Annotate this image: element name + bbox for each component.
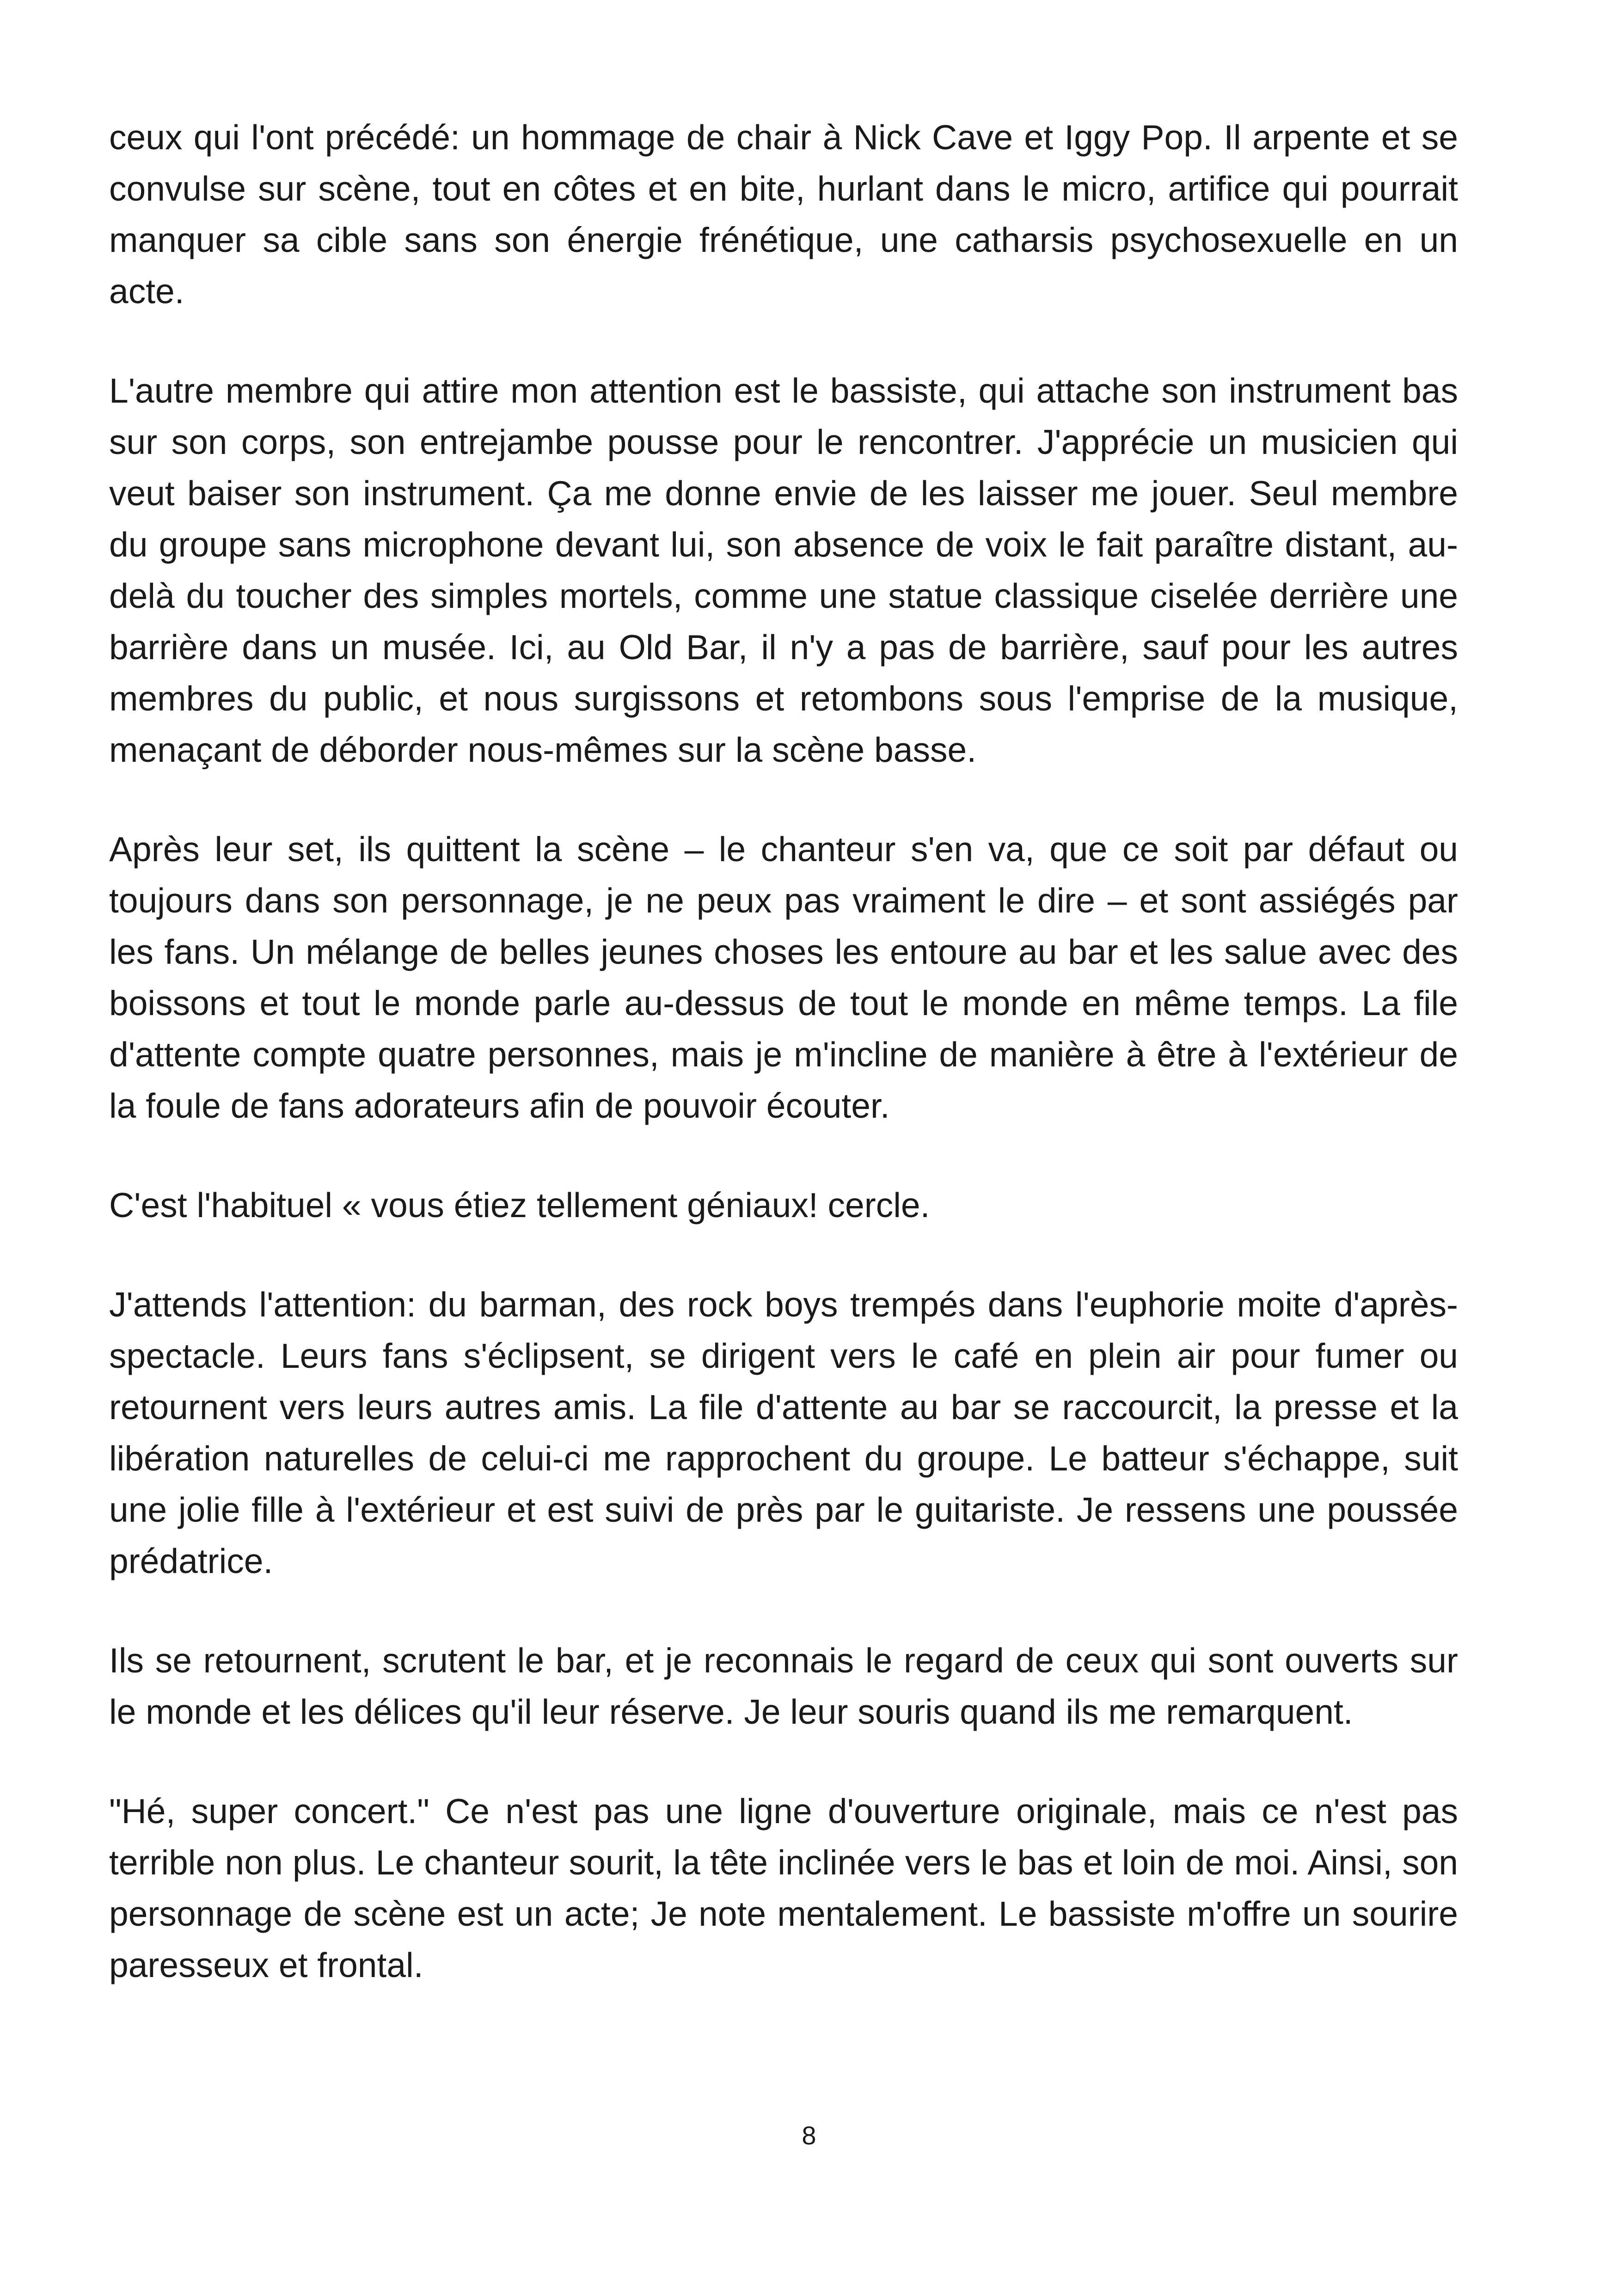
page-number: 8 <box>802 2121 816 2150</box>
body-text <box>109 112 1458 1991</box>
paragraph-1: ceux qui l'ont précédé: un hommage de chair à Nick Cave et Iggy Pop. Il arpente et se convulse sur scène, tout en côtes et en bite, hurlant dans le micro, artifice qui pourrait manquer sa cible sans son énergie frénétique, une catharsis psychosexuelle en un acte. <box>109 118 1458 311</box>
paragraph-4: C'est l'habituel « vous étiez tellement géniaux! cercle. <box>109 1186 930 1225</box>
paragraph-2: L'autre membre qui attire mon attention est le bassiste, qui attache son instrument bas sur son corps, son entrejambe pousse pour le rencontrer. J'apprécie un musicien qui veut baiser son instrument. Ça me donne envie de les laisser me jouer. Seul membre du groupe sans microphone devant lui, son absence de voix le fait paraître distant, au-delà du toucher des simples mortels, comme une statue classique ciselée derrière une barrière dans un musée. Ici, au Old Bar, il n'y a pas de barrière, sauf pour les autres membres du public, et nous surgissons et retombons sous l'emprise de la musique, menaçant de déborder nous-mêmes sur la scène basse. <box>109 371 1458 769</box>
paragraph-7: "Hé, super concert." Ce n'est pas une ligne d'ouverture originale, mais ce n'est pas terrible non plus. Le chanteur sourit, la tête inclinée vers le bas et loin de moi. Ainsi, son personnage de scène est un acte; Je note mentalement. Le bassiste m'offre un sourire paresseux et frontal. <box>109 1792 1458 1984</box>
paragraph-3: Après leur set, ils quittent la scène – le chanteur s'en va, que ce soit par défaut ou toujours dans son personnage, je ne peux pas vraiment le dire – et sont assiégés par les fans. Un mélange de belles jeunes choses les entoure au bar et les salue avec des boissons et tout le monde parle au-dessus de tout le monde en même temps. La file d'attente compte quatre personnes, mais je m'incline de manière à être à l'extérieur de la foule de fans adorateurs afin de pouvoir écouter. <box>109 830 1458 1125</box>
paragraph-5: J'attends l'attention: du barman, des rock boys trempés dans l'euphorie moite d'après-spectacle. Leurs fans s'éclipsent, se dirigent vers le café en plein air pour fumer ou retournent vers leurs autres amis. La file d'attente au bar se raccourcit, la presse et la libération naturelles de celui-ci me rapprochent du groupe. Le batteur s'échappe, suit une jolie fille à l'extérieur et est suivi de près par le guitariste. Je ressens une poussée prédatrice. <box>109 1285 1458 1580</box>
paragraph-6: Ils se retournent, scrutent le bar, et je reconnais le regard de ceux qui sont ouverts sur le monde et les délices qu'il leur réserve. Je leur souris quand ils me remarquent. <box>109 1641 1458 1731</box>
